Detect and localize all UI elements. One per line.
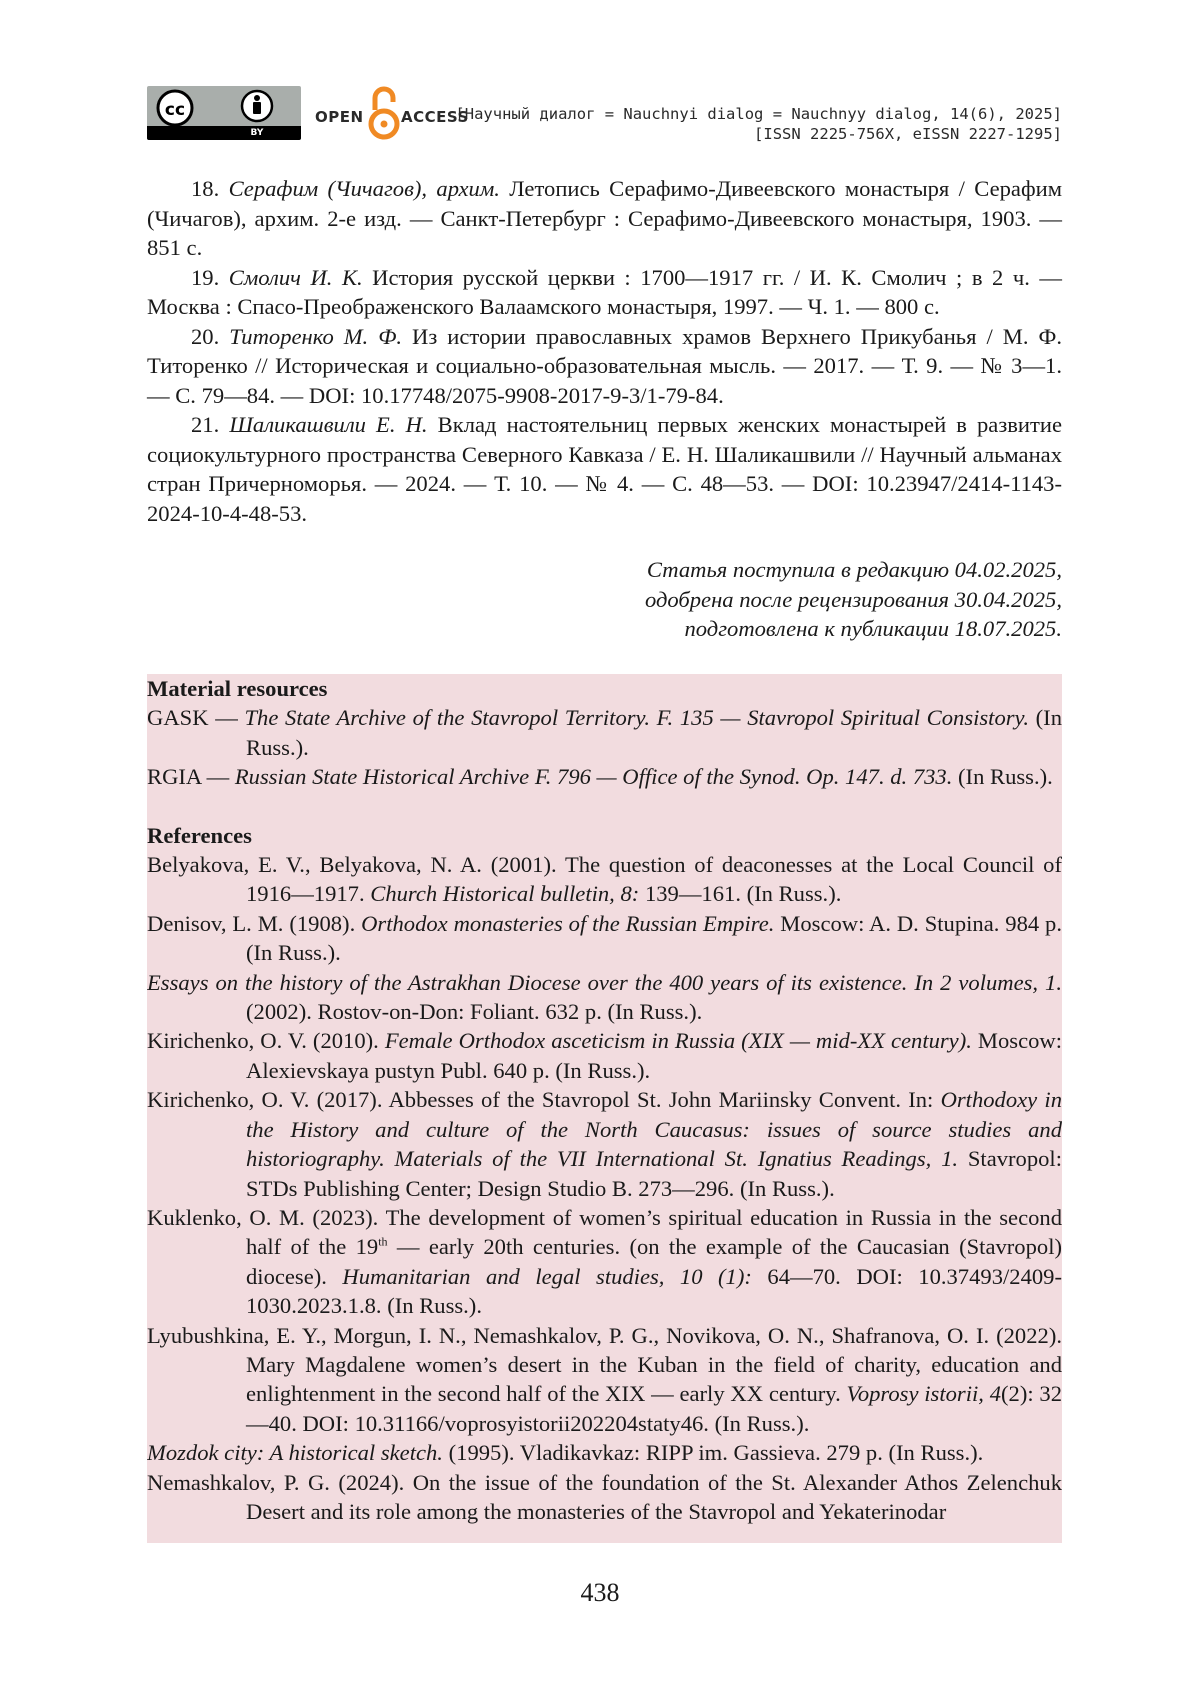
page-header	[147, 84, 1062, 144]
cc-logo-icon	[147, 86, 301, 126]
article-dates	[645, 555, 1062, 644]
references-heading: References	[147, 822, 252, 848]
cc-by-license-badge	[147, 86, 301, 140]
reference-entry: Nemashkalov, P. G. (2024). On the issue of the foundation of the St. Alexander Athos Zelenchuk Desert and its role among the monasteries of the Stavropol and Yekaterinodar	[147, 1469, 1062, 1524]
reference-entry: Essays on the history of the Astrakhan Diocese over the 400 years of its existence. In 2 volumes, 1. (2002). Rostov-on-Don: Foliant. 632 p. (In Russ.).	[147, 969, 1062, 1025]
reference-entry: Lyubushkina, E. Y., Morgun, I. N., Nemashkalov, P. G., Novikova, O. N., Shafranova, O. I. (2022). Mary Magdalene women’s desert in the Kuban in the field of charity, education and enlightenment in the second half of the XIX — early XX century. Voprosy istorii, 4(2): 32—40. DOI: 10.31166/voprosyistorii202204staty46. (In Russ.).	[147, 1322, 1062, 1436]
english-references-box	[147, 674, 1062, 1543]
reference-item: 20. Титоренко М. Ф. Из истории православных храмов Верхнего Прикубанья / М. Ф. Титоренко // Историческая и социально-образовательная мысль. — 2017. — Т. 9. — № 3—1. — С. 79—84. — DOI: 10.17748/2075-9908-2017-9-3/1-79-84.	[147, 323, 1062, 408]
journal-issn-line: [ISSN 2225-756X, eISSN 2227-1295]	[754, 125, 1062, 143]
material-resources-heading: Material resources	[147, 676, 328, 701]
journal-title-line: [Научный диалог = Nauchnyi dialog = Nauchnyy dialog, 14(6), 2025]	[455, 105, 1062, 123]
prepared-date: подготовлена к публикации 18.07.2025.	[684, 616, 1062, 641]
reference-item: 21. Шаликашвили Е. Н. Вклад настоятельниц первых женских монастырей в развитие социокультурного пространства Северного Кавказа / Е. Н. Шаликашвили // Научный альманах стран Причерноморья. — 2024. — Т. 10. — № 4. — С. 48—53. — DOI: 10.23947/2414-1143-2024-10-4-48-53.	[147, 412, 1063, 526]
by-label: BY	[147, 126, 301, 140]
received-date: Статья поступила в редакцию 04.02.2025,	[646, 557, 1062, 582]
journal-citation	[455, 104, 1062, 144]
material-resource-item: RGIA — Russian State Historical Archive F. 796 — Office of the Synod. Op. 147. d. 733. (In Russ.).	[147, 764, 1053, 790]
open-access-access-text: ACCESS	[401, 108, 469, 126]
open-lock-icon	[367, 84, 401, 144]
reference-entry: Denisov, L. M. (1908). Orthodox monasteries of the Russian Empire. Moscow: A. D. Stupina. 984 p. (In Russ.).	[147, 910, 1062, 966]
open-access-open-text: OPEN	[315, 108, 364, 126]
reference-item: 18. Серафим (Чичагов), архим. Летопись Серафимо-Дивеевского монастыря / Серафим (Чичагов), архим. 2-е изд. — Санкт-Петербург : Серафимо-Дивеевского монастыря, 1903. — 851 с.	[147, 176, 1062, 260]
open-access-logo	[315, 84, 469, 144]
reference-entry: Kirichenko, O. V. (2017). Abbesses of the Stavropol St. John Mariinsky Convent. In: Orthodoxy in the History and culture of the North Caucasus: issues of source studies and historiography. Materials of the VII International St. Ignatius Readings, 1. Stavropol: STDs Publishing Center; Design Studio B. 273—296. (In Russ.).	[147, 1087, 1062, 1201]
page-number: 438	[580, 1578, 620, 1607]
material-resource-item: GASK — The State Archive of the Stavropol Territory. F. 135 — Stavropol Spiritual Consistory. (In Russ.).	[147, 705, 1062, 760]
svg-text:cc: cc	[164, 100, 186, 120]
approved-date: одобрена после рецензирования 30.04.2025,	[644, 586, 1062, 612]
reference-list-russian	[147, 174, 1062, 528]
reference-entry: Mozdok city: A historical sketch. (1995). Vladikavkaz: RIPP im. Gassieva. 279 p. (In Russ.).	[147, 1440, 984, 1466]
reference-entry: Belyakova, E. V., Belyakova, N. A. (2001). The question of deaconesses at the Local Council of 1916—1917. Church Historical bulletin, 8: 139—161. (In Russ.).	[147, 852, 1062, 907]
reference-item: 19. Смолич И. К. История русской церкви : 1700—1917 гг. / И. К. Смолич ; в 2 ч. — Москва : Спасо-Преображенского Валаамского монастыря, 1997. — Ч. 1. — 800 с.	[147, 264, 1062, 319]
reference-entry: Kuklenko, O. M. (2023). The development of women’s spiritual education in Russia in the second half of the 19th — early 20th centuries. (on the example of the Caucasian (Stavropol) diocese). Humanitarian and legal studies, 10 (1): 64—70. DOI: 10.37493/2409-1030.2023.1.8. (In Russ.).	[147, 1204, 1062, 1319]
reference-entry: Kirichenko, O. V. (2010). Female Orthodox asceticism in Russia (XIX — mid-XX century). Moscow: Alexievskaya pustyn Publ. 640 p. (In Russ.).	[147, 1028, 1062, 1083]
